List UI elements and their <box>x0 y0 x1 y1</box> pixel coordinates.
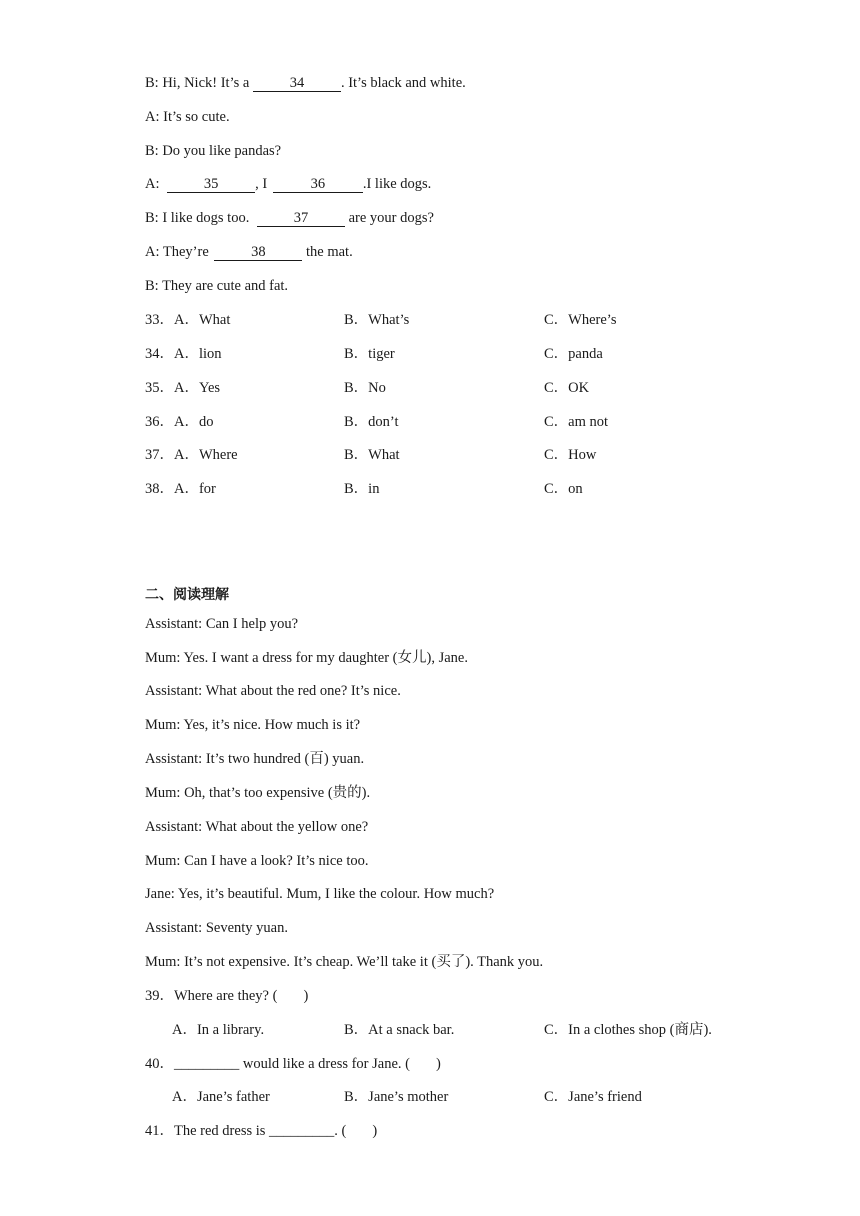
dialogue-line <box>145 175 431 193</box>
question-39 <box>145 987 308 1005</box>
passage-line: Jane: Yes, it’s beautiful. Mum, I like the colour. How much? <box>145 886 495 902</box>
dialogue-line <box>145 243 353 261</box>
paren-close: ) <box>303 988 309 1004</box>
dialogue-line: B: They are cute and fat. <box>145 278 289 294</box>
option-b[interactable]: B．No <box>344 380 386 396</box>
question-40 <box>145 1055 441 1073</box>
dialogue-text: the mat. <box>302 244 353 260</box>
option-c[interactable]: C．panda <box>544 346 603 362</box>
blank-38: 38 <box>214 245 302 261</box>
option-a[interactable]: A．In a library. <box>172 1022 265 1038</box>
question-stem: 41．The red dress is _________. ( <box>145 1123 347 1139</box>
dialogue-line: B: Do you like pandas? <box>145 143 282 159</box>
dialogue-line <box>145 74 466 92</box>
passage-line: Assistant: Seventy yuan. <box>145 920 288 936</box>
section-title: 二、阅读理解 <box>145 587 229 603</box>
passage-line: Mum: Can I have a look? It’s nice too. <box>145 853 369 869</box>
option-a[interactable]: A．lion <box>174 346 222 362</box>
question-number: 37． <box>145 447 174 463</box>
option-a[interactable]: A．for <box>174 481 216 497</box>
passage-line: Assistant: It’s two hundred (百) yuan. <box>145 751 365 767</box>
dialogue-text: , I <box>255 176 271 192</box>
passage-line: Assistant: What about the red one? It’s nice. <box>145 683 401 699</box>
dialogue-text: A: <box>145 176 164 192</box>
option-b[interactable]: B．Jane’s mother <box>344 1089 449 1105</box>
option-c[interactable]: C．Where’s <box>544 312 617 328</box>
option-b[interactable]: B．tiger <box>344 346 395 362</box>
option-b[interactable]: B．What <box>344 447 400 463</box>
question-41 <box>145 1122 377 1140</box>
option-a[interactable]: A．Jane’s father <box>172 1089 270 1105</box>
option-c[interactable]: C．on <box>544 481 583 497</box>
question-number: 34． <box>145 346 174 362</box>
dialogue-line: A: It’s so cute. <box>145 109 230 125</box>
passage-line: Assistant: What about the yellow one? <box>145 819 369 835</box>
passage-line: Mum: Yes, it’s nice. How much is it? <box>145 717 361 733</box>
paren-close: ) <box>435 1056 441 1072</box>
blank-37: 37 <box>257 211 345 227</box>
passage-line: Mum: Yes. I want a dress for my daughter (女儿), Jane. <box>145 650 468 666</box>
question-number: 35． <box>145 380 174 396</box>
dialogue-text: B: Hi, Nick! It’s a <box>145 75 253 91</box>
option-a[interactable]: A．Where <box>174 447 238 463</box>
option-a[interactable]: A．Yes <box>174 380 221 396</box>
question-number: 38． <box>145 481 174 497</box>
option-a[interactable]: A．do <box>174 414 214 430</box>
option-a[interactable]: A．What <box>174 312 231 328</box>
paren-close: ) <box>372 1123 378 1139</box>
dialogue-text: . It’s black and white. <box>340 75 466 91</box>
passage-line: Mum: It’s not expensive. It’s cheap. We’ll take it (买了). Thank you. <box>145 954 544 970</box>
option-b[interactable]: B．At a snack bar. <box>344 1022 455 1038</box>
dialogue-text: .I like dogs. <box>362 176 432 192</box>
option-c[interactable]: C．OK <box>544 380 590 396</box>
dialogue-text: B: I like dogs too. <box>145 210 253 226</box>
option-c[interactable]: C．In a clothes shop (商店). <box>544 1022 712 1038</box>
question-stem: 40．_________ would like a dress for Jane. ( <box>145 1056 410 1072</box>
blank-36: 36 <box>273 177 363 193</box>
passage-line: Assistant: Can I help you? <box>145 616 299 632</box>
passage-line: Mum: Oh, that’s too expensive (贵的). <box>145 785 371 801</box>
option-b[interactable]: B．don’t <box>344 414 399 430</box>
option-b[interactable]: B．What’s <box>344 312 410 328</box>
option-c[interactable]: C．Jane’s friend <box>544 1089 642 1105</box>
dialogue-text: are your dogs? <box>344 210 434 226</box>
option-c[interactable]: C．am not <box>544 414 609 430</box>
question-number: 33． <box>145 312 174 328</box>
dialogue-line <box>145 209 434 227</box>
option-c[interactable]: C．How <box>544 447 597 463</box>
option-b[interactable]: B．in <box>344 481 380 497</box>
dialogue-text: A: They’re <box>145 244 213 260</box>
question-stem: 39．Where are they? ( <box>145 988 278 1004</box>
blank-35: 35 <box>167 177 255 193</box>
blank-34: 34 <box>253 76 341 92</box>
question-number: 36． <box>145 414 174 430</box>
